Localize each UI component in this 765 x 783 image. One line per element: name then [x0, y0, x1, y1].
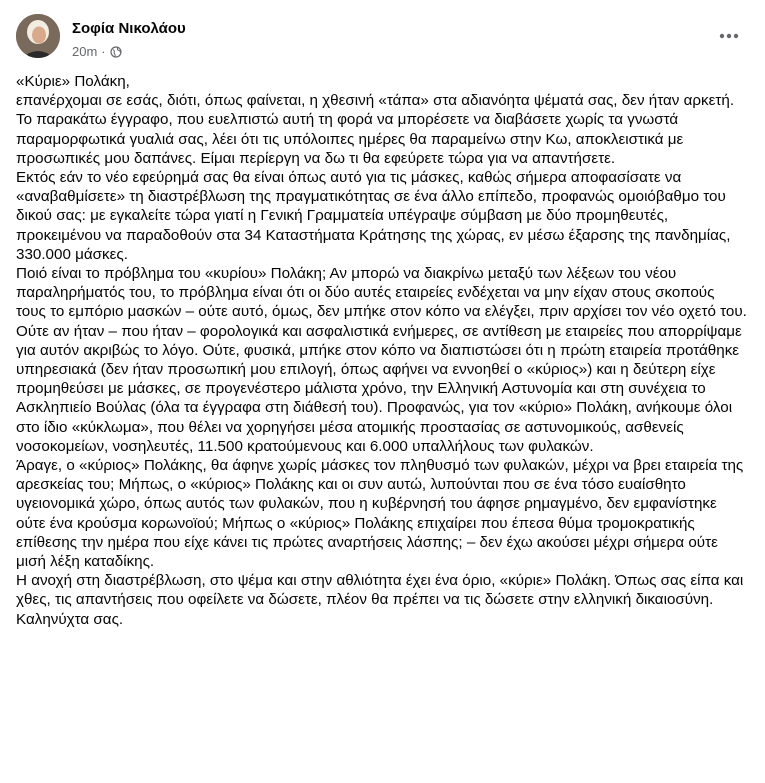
post-meta	[72, 44, 122, 59]
meta-separator: ·	[101, 44, 106, 59]
avatar[interactable]	[16, 14, 60, 58]
post-paragraph: «Κύριε» Πολάκη,	[16, 73, 130, 90]
post-paragraph: Άραγε, ο «κύριος» Πολάκης, θα άφηνε χωρίς μάσκες τον πληθυσμό των φυλακών, μέχρι να βρει εταιρεία της αρεσκείας του; Μήπως, ο «κύριος» Πολάκης και οι συν αυτώ, λυπούνται που σε ένα τόσο ευαίσθητο υγειονομικά χώρο, όπως αυτός των φυλακών, που η κυβέρνησή του άφησε ρημαγμένο, δεν εμφανίστηκε ούτε ένα κρούσμα κορωνοϊού; Μήπως ο «κύριος» Πολάκης επιχαίρει που έπεσα θύμα τρομοκρατικής επίθεσης την ημέρα που είχε κάνει τις πρώτες αναρτήσεις λάσπης; – δεν έχω ακούσει μέχρι σήμερα ούτε μισή λέξη καταδίκης.	[16, 457, 744, 571]
globe-icon[interactable]	[110, 46, 122, 58]
post-paragraph: Εκτός εάν το νέο εφεύρημά σας θα είναι όπως αυτό για τις μάσκες, καθώς σήμερα αποφασίσατε να «αναβαθμίσετε» τη διαστρέβλωση της πραγματικότητας σε ένα άλλο επίπεδο, προφανώς ομοιόβαθμο του δικού σας: με εγκαλείτε τώρα γιατί η Γενική Γραμματεία υπέγραψε σύμβαση με δύο προμηθευτές, προκειμένου να παραδοθούν στα 34 Καταστήματα Κράτησης της χώρας, εν μέσω έξαρσης της πανδημίας, 330.000 μάσκες.	[16, 169, 731, 263]
post-body	[16, 72, 748, 629]
post-time[interactable]: 20m	[72, 44, 98, 59]
more-options-button[interactable]	[715, 22, 743, 50]
post-paragraph: Η ανοχή στη διαστρέβλωση, στο ψέμα και στην αθλιότητα έχει ένα όριο, «κύριε» Πολάκη. Όπως σας είπα και χθες, τις απαντήσεις που οφείλετε να δώσετε, πλέον θα πρέπει να τις δώσετε στην ελληνική δικαιοσύνη. Καληνύχτα σας.	[16, 572, 744, 628]
author-name[interactable]: Σοφία Νικολάου	[72, 20, 186, 37]
post-paragraph: επανέρχομαι σε εσάς, διότι, όπως φαίνεται, η χθεσινή «τάπα» στα αδιανόητα ψέματά σας, δεν ήταν αρκετή. Το παρακάτω έγγραφο, που ευελπιστώ αυτή τη φορά να μπορέσετε να διαβάσετε χωρίς τα γνωστά παραμορφωτικά γυαλιά σας, λέει ότι τις υπόλοιπες ημέρες θα παραμείνω στην Κω, αποκλειστικά με προσωπικές μου δαπάνες. Είμαι περίεργη να δω τι θα εφεύρετε τώρα για να απαντήσετε.	[16, 92, 735, 167]
more-horizontal-icon	[719, 33, 739, 39]
post-header	[16, 12, 749, 62]
post-paragraph: Ποιό είναι το πρόβλημα του «κυρίου» Πολάκη; Αν μπορώ να διακρίνω μεταξύ των λέξεων του νέου παραληρήματός του, το πρόβλημα είναι ότι οι δύο αυτές εταιρείες ενδέχεται να μην είχαν στους σκοπούς τους το εμπόριο μασκών – ούτε αυτό, όμως, δεν μπήκε στον κόπο να ελέγξει, πριν αρχίσει τον νέο οχετό του. Ούτε αν ήταν – που ήταν – φορολογικά και ασφαλιστικά ενήμερες, σε αντίθεση με εταιρείες που απορρίψαμε για αυτόν ακριβώς το λόγο. Ούτε, φυσικά, μπήκε στον κόπο να διαπιστώσει ότι η πρώτη εταιρεία προτάθηκε υπηρεσιακά (δεν ήταν προσωπική μου επιλογή, όπως αφήνει να εννοηθεί ο «κύριος») και η δεύτερη είχε προμηθεύσει με μάσκες, σε προγενέστερο μάλιστα χρόνο, την Ελληνική Αστυνομία και στη συνέχεια το Ασκληπιείο Βούλας (όλα τα έγγραφα στη διάθεσή του). Προφανώς, για τον «κύριο» Πολάκη, ανήκουμε όλοι στο ίδιο «κύκλωμα», που θέλει να χορηγήσει μέσα ατομικής προστασίας σε αστυνομικούς, ασθενείς νοσοκομείων, νοσηλευτές, 11.500 κρατούμενους και 6.000 υπαλλήλους των φυλακών.	[16, 265, 747, 455]
